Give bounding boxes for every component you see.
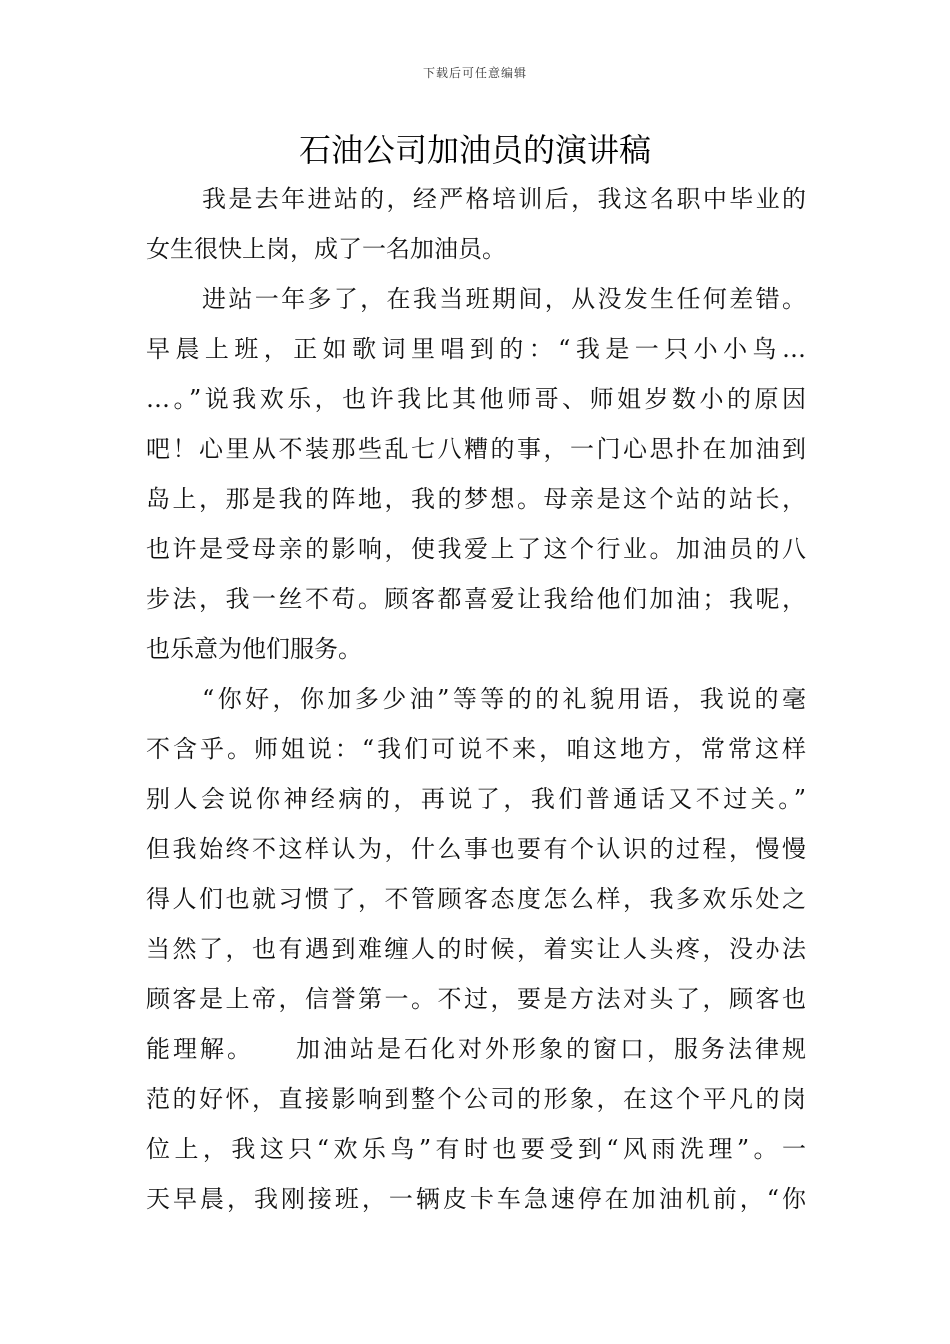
- text-line: 顾客是上帝，信誉第一。不过，要是方法对头了，顾客也: [146, 985, 806, 1013]
- text-line: 得人们也就习惯了，不管顾客态度怎么样，我多欢乐处之: [146, 885, 806, 913]
- text-line: 位上，我这只“欢乐鸟”有时也要受到“风雨洗理”。一: [146, 1135, 806, 1163]
- text-line: 别人会说你神经病的，再说了，我们普通话又不过关。”: [146, 785, 806, 813]
- text-line: 也许是受母亲的影响，使我爱上了这个行业。加油员的八: [146, 535, 806, 563]
- text-line: 天早晨，我刚接班，一辆皮卡车急速停在加油机前，“你: [146, 1185, 806, 1213]
- text-line: 不含乎。师姐说：“我们可说不来，咱这地方，常常这样: [146, 735, 806, 763]
- text-line: 步法，我一丝不苟。顾客都喜爱让我给他们加油；我呢，: [146, 585, 806, 613]
- text-line: 吧！心里从不装那些乱七八糟的事，一门心思扑在加油到: [146, 435, 806, 463]
- text-line: “你好，你加多少油”等等的的礼貌用语，我说的毫: [202, 685, 806, 713]
- text-line: …。”说我欢乐，也许我比其他师哥、师姐岁数小的原因: [146, 385, 806, 413]
- text-line: 但我始终不这样认为，什么事也要有个认识的过程，慢慢: [146, 835, 806, 863]
- text-line: 能理解。 加油站是石化对外形象的窗口，服务法律规: [146, 1035, 806, 1063]
- document-title: 石油公司加油员的演讲稿: [298, 131, 651, 169]
- text-line: 进站一年多了，在我当班期间，从没发生任何差错。: [202, 285, 806, 313]
- text-line: 早晨上班，正如歌词里唱到的：“我是一只小小鸟…: [146, 335, 806, 363]
- header-note: 下载后可任意编辑: [422, 66, 527, 80]
- body-text: [146, 174, 806, 1224]
- text-line: 当然了，也有遇到难缠人的时候，着实让人头疼，没办法: [146, 935, 806, 963]
- text-line: 也乐意为他们服务。: [146, 635, 362, 663]
- text-line: 女生很快上岗，成了一名加油员。: [146, 235, 506, 263]
- text-line: 岛上，那是我的阵地，我的梦想。母亲是这个站的站长，: [146, 485, 806, 513]
- text-line: 我是去年进站的，经严格培训后，我这名职中毕业的: [202, 185, 806, 213]
- text-line: 范的好怀，直接影响到整个公司的形象，在这个平凡的岗: [146, 1085, 806, 1113]
